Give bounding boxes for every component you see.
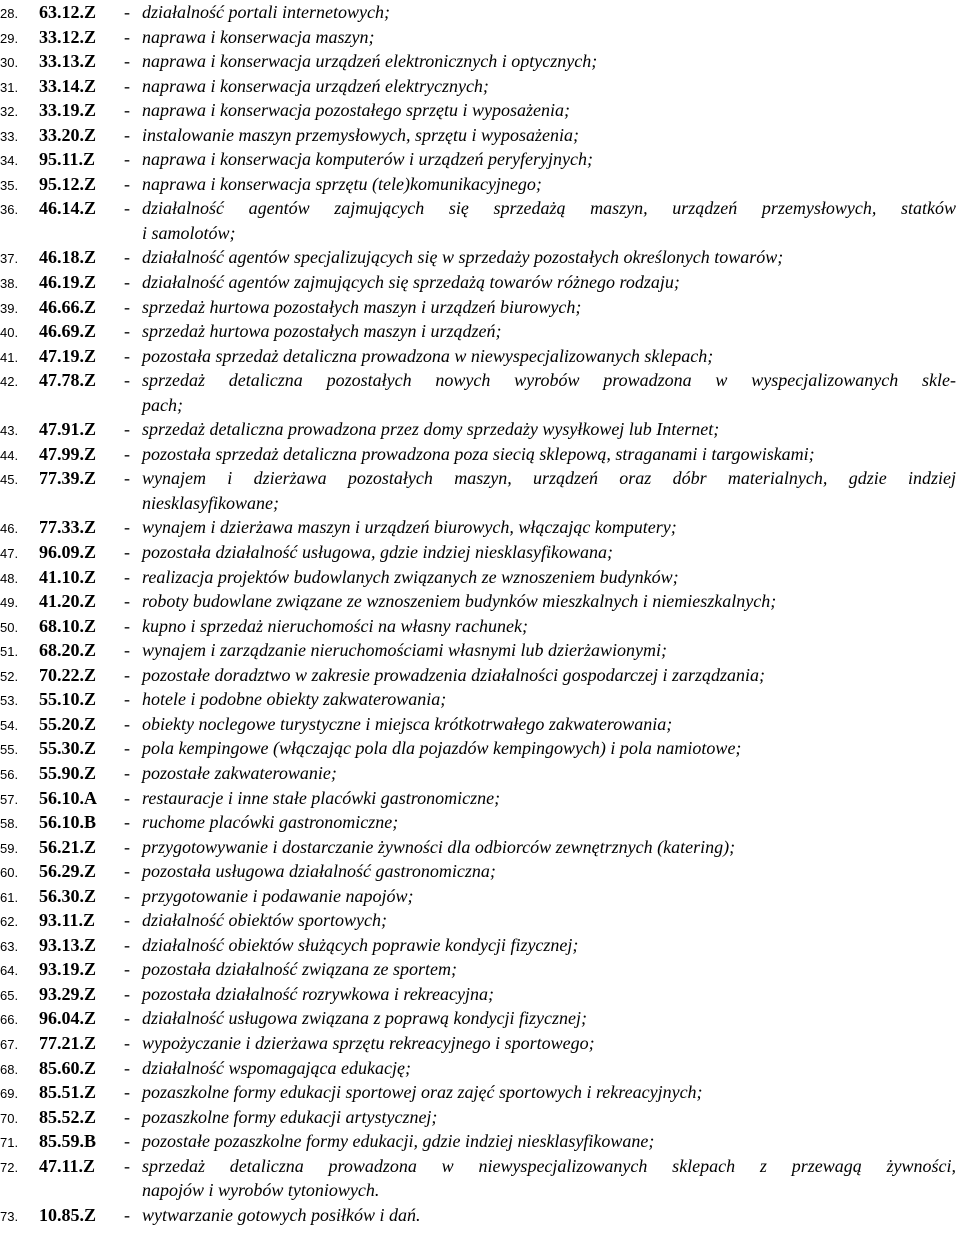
item-number: 65. — [0, 987, 19, 1003]
item-number: 45. — [0, 472, 19, 488]
item-number: 61. — [0, 889, 19, 905]
separator-dash: - — [124, 443, 130, 464]
list-item — [0, 736, 960, 761]
list-item — [0, 295, 960, 320]
item-number: 34. — [0, 153, 19, 169]
pkd-code: 47.19.Z — [39, 345, 97, 366]
separator-dash: - — [124, 370, 130, 391]
activity-description: pozostałe doradztwo w zakresie prowadzenia działalności gospodarczej i zarządzania; — [142, 664, 766, 685]
pkd-code: 47.78.Z — [39, 370, 97, 391]
item-number: 49. — [0, 595, 19, 611]
activity-description: pozaszkolne formy edukacji sportowej oraz zajęć sportowych i rekreacyjnych; — [142, 1082, 703, 1103]
separator-dash: - — [124, 910, 130, 931]
item-number: 46. — [0, 521, 19, 537]
list-item — [0, 515, 960, 540]
pkd-code: 56.30.Z — [39, 885, 97, 906]
list-item — [0, 638, 960, 663]
pkd-code: 63.12.Z — [39, 2, 97, 22]
activity-description: działalność portali internetowych; — [142, 2, 390, 22]
item-number: 56. — [0, 766, 19, 782]
list-item — [0, 147, 960, 172]
activity-description: naprawa i konserwacja urządzeń elektronicznych i optycznych; — [142, 51, 598, 72]
activity-description-continuation: pach; — [142, 394, 183, 415]
separator-dash: - — [124, 664, 130, 685]
separator-dash: - — [124, 1131, 130, 1152]
separator-dash: - — [124, 75, 130, 96]
item-number: 30. — [0, 55, 19, 71]
activity-description: wynajem i dzierżawa maszyn i urządzeń biurowych, włączając komputery; — [142, 517, 677, 538]
separator-dash: - — [124, 419, 130, 440]
separator-dash: - — [124, 345, 130, 366]
separator-dash: - — [124, 591, 130, 612]
pkd-code: 77.33.Z — [39, 517, 97, 538]
list-item — [0, 933, 960, 958]
item-number: 63. — [0, 938, 19, 954]
list-item — [0, 786, 960, 811]
item-number: 43. — [0, 423, 19, 439]
separator-dash: - — [124, 124, 130, 145]
activity-description: pozostała usługowa działalność gastronomiczna; — [142, 861, 496, 882]
activity-description: hotele i podobne obiekty zakwaterowania; — [142, 689, 447, 710]
item-number: 55. — [0, 742, 19, 758]
list-item — [0, 442, 960, 467]
pkd-code: 85.51.Z — [39, 1082, 97, 1103]
list-item — [0, 123, 960, 148]
activity-description: wytwarzanie gotowych posiłków i dań. — [142, 1204, 421, 1225]
pkd-code: 96.09.Z — [39, 542, 97, 563]
list-item — [0, 417, 960, 442]
list-item — [0, 761, 960, 786]
item-number: 36. — [0, 202, 19, 218]
activity-description: pozostała sprzedaż detaliczna prowadzona w niewyspecjalizowanych sklepach; — [142, 345, 714, 366]
item-number: 33. — [0, 128, 19, 144]
pkd-code: 68.10.Z — [39, 615, 97, 636]
activity-description: działalność obiektów służących poprawie kondycji fizycznej; — [142, 934, 579, 955]
activity-description: pozostała działalność usługowa, gdzie indziej niesklasyfikowana; — [142, 542, 613, 563]
separator-dash: - — [124, 2, 130, 22]
separator-dash: - — [124, 100, 130, 121]
activity-description: pozostałe pozaszkolne formy edukacji, gdzie indziej niesklasyfikowane; — [142, 1131, 655, 1152]
pkd-code: 55.10.Z — [39, 689, 97, 710]
item-number: 29. — [0, 30, 19, 46]
activity-description: wynajem i dzierżawa pozostałych maszyn, urządzeń oraz dóbr materialnych, gdzie indziej — [142, 468, 956, 489]
item-number: 67. — [0, 1036, 19, 1052]
item-number: 71. — [0, 1135, 19, 1151]
activity-description: sprzedaż detaliczna pozostałych nowych wyrobów prowadzona w wyspecjalizowanych skle- — [142, 370, 956, 391]
list-item — [0, 0, 960, 25]
separator-dash: - — [124, 983, 130, 1004]
list-item — [0, 859, 960, 884]
activity-description: naprawa i konserwacja urządzeń elektrycznych; — [142, 75, 489, 96]
item-number: 64. — [0, 963, 19, 979]
activity-description-continuation: i samolotów; — [142, 222, 236, 243]
separator-dash: - — [124, 615, 130, 636]
separator-dash: - — [124, 51, 130, 72]
activity-description-continuation: niesklasyfikowane; — [142, 492, 279, 513]
activity-description: przygotowywanie i dostarczanie żywności dla odbiorców zewnętrznych (katering); — [142, 836, 736, 857]
pkd-code: 56.21.Z — [39, 836, 97, 857]
pkd-code: 85.60.Z — [39, 1057, 97, 1078]
pkd-code: 41.20.Z — [39, 591, 97, 612]
list-item — [0, 1154, 960, 1203]
pkd-code: 33.12.Z — [39, 26, 97, 47]
list-item — [0, 614, 960, 639]
item-number: 53. — [0, 693, 19, 709]
pkd-code: 55.30.Z — [39, 738, 97, 759]
item-number: 48. — [0, 570, 19, 586]
item-number: 47. — [0, 546, 19, 562]
separator-dash: - — [124, 1155, 130, 1176]
pkd-code: 77.21.Z — [39, 1032, 97, 1053]
item-number: 72. — [0, 1159, 19, 1175]
activity-description: pozaszkolne formy edukacji artystycznej; — [142, 1106, 438, 1127]
separator-dash: - — [124, 149, 130, 170]
list-item — [0, 344, 960, 369]
item-number: 40. — [0, 325, 19, 341]
list-item — [0, 1129, 960, 1154]
pkd-code: 10.85.Z — [39, 1204, 97, 1225]
separator-dash: - — [124, 321, 130, 342]
separator-dash: - — [124, 1032, 130, 1053]
list-item — [0, 835, 960, 860]
item-number: 44. — [0, 447, 19, 463]
item-number: 51. — [0, 644, 19, 660]
item-number: 52. — [0, 668, 19, 684]
activity-description: sprzedaż hurtowa pozostałych maszyn i urządzeń biurowych; — [142, 296, 582, 317]
pkd-code: 46.14.Z — [39, 198, 97, 219]
pkd-code: 33.20.Z — [39, 124, 97, 145]
separator-dash: - — [124, 762, 130, 783]
list-item — [0, 368, 960, 417]
pkd-code: 55.20.Z — [39, 713, 97, 734]
activity-description: sprzedaż detaliczna prowadzona w niewyspecjalizowanych sklepach z przewagą żywności, — [142, 1155, 956, 1176]
item-number: 69. — [0, 1086, 19, 1102]
pkd-code: 95.11.Z — [39, 149, 96, 170]
separator-dash: - — [124, 296, 130, 317]
pkd-code: 41.10.Z — [39, 566, 97, 587]
pkd-code: 85.59.B — [39, 1131, 97, 1152]
activity-description: wypożyczanie i dzierżawa sprzętu rekreacyjnego i sportowego; — [142, 1032, 595, 1053]
list-item — [0, 196, 960, 245]
activity-description: wynajem i zarządzanie nieruchomościami własnymi lub dzierżawionymi; — [142, 640, 667, 661]
list-item — [0, 319, 960, 344]
list-item — [0, 1056, 960, 1081]
separator-dash: - — [124, 836, 130, 857]
separator-dash: - — [124, 689, 130, 710]
item-number: 54. — [0, 717, 19, 733]
separator-dash: - — [124, 738, 130, 759]
activity-description: działalność agentów specjalizujących się w sprzedaży pozostałych określonych towarów; — [142, 247, 784, 268]
item-number: 57. — [0, 791, 19, 807]
separator-dash: - — [124, 517, 130, 538]
pkd-code: 85.52.Z — [39, 1106, 97, 1127]
pkd-code: 33.14.Z — [39, 75, 97, 96]
list-item — [0, 25, 960, 50]
pkd-code: 46.19.Z — [39, 272, 97, 293]
activity-description: sprzedaż detaliczna prowadzona przez domy sprzedaży wysyłkowej lub Internet; — [142, 419, 720, 440]
activity-description: pola kempingowe (włączając pola dla pojazdów kempingowych) i pola namiotowe; — [142, 738, 742, 759]
pkd-code: 46.69.Z — [39, 321, 97, 342]
pkd-code: 68.20.Z — [39, 640, 97, 661]
activity-description: pozostała działalność związana ze sportem; — [142, 959, 458, 980]
separator-dash: - — [124, 173, 130, 194]
separator-dash: - — [124, 1082, 130, 1103]
list-item — [0, 884, 960, 909]
pkd-code: 56.10.A — [39, 787, 97, 808]
list-item — [0, 982, 960, 1007]
activity-description: pozostałe zakwaterowanie; — [142, 762, 337, 783]
item-number: 41. — [0, 349, 19, 365]
item-number: 39. — [0, 300, 19, 316]
item-number: 70. — [0, 1110, 19, 1126]
item-number: 50. — [0, 619, 19, 635]
activity-description: sprzedaż hurtowa pozostałych maszyn i urządzeń; — [142, 321, 502, 342]
activity-description: działalność agentów zajmujących się sprzedażą maszyn, urządzeń przemysłowych, statków — [142, 198, 956, 219]
pkd-code: 93.19.Z — [39, 959, 97, 980]
item-number: 31. — [0, 79, 19, 95]
activity-description: działalność wspomagająca edukację; — [142, 1057, 411, 1078]
item-number: 38. — [0, 276, 19, 292]
item-number: 42. — [0, 374, 19, 390]
list-item — [0, 908, 960, 933]
activity-description-continuation: napojów i wyrobów tytoniowych. — [142, 1180, 380, 1201]
separator-dash: - — [124, 1204, 130, 1225]
separator-dash: - — [124, 713, 130, 734]
activity-description: naprawa i konserwacja komputerów i urządzeń peryferyjnych; — [142, 149, 593, 170]
item-number: 58. — [0, 816, 19, 832]
separator-dash: - — [124, 959, 130, 980]
list-item — [0, 245, 960, 270]
item-number: 35. — [0, 177, 19, 193]
item-number: 73. — [0, 1208, 19, 1224]
separator-dash: - — [124, 198, 130, 219]
separator-dash: - — [124, 566, 130, 587]
pkd-code: 33.13.Z — [39, 51, 97, 72]
activity-description: restauracje i inne stałe placówki gastronomiczne; — [142, 787, 501, 808]
pkd-code: 96.04.Z — [39, 1008, 97, 1029]
activity-description: roboty budowlane związane ze wznoszeniem budynków mieszkalnych i niemieszkalnych; — [142, 591, 777, 612]
pkd-code: 56.29.Z — [39, 861, 97, 882]
item-number: 62. — [0, 914, 19, 930]
pkd-code: 95.12.Z — [39, 173, 97, 194]
list-item — [0, 270, 960, 295]
list-item — [0, 1105, 960, 1130]
activity-description: działalność agentów zajmujących się sprzedażą towarów różnego rodzaju; — [142, 272, 680, 293]
separator-dash: - — [124, 272, 130, 293]
activity-description: naprawa i konserwacja sprzętu (tele)komunikacyjnego; — [142, 173, 542, 194]
list-item — [0, 74, 960, 99]
list-item — [0, 957, 960, 982]
list-item — [0, 712, 960, 737]
separator-dash: - — [124, 812, 130, 833]
item-number: 68. — [0, 1061, 19, 1077]
list-item — [0, 810, 960, 835]
list-item — [0, 172, 960, 197]
separator-dash: - — [124, 542, 130, 563]
activity-description: ruchome placówki gastronomiczne; — [142, 812, 399, 833]
list-item — [0, 1203, 960, 1228]
pkd-code: 47.11.Z — [39, 1155, 96, 1176]
activity-description: instalowanie maszyn przemysłowych, sprzętu i wyposażenia; — [142, 124, 579, 145]
list-item — [0, 1080, 960, 1105]
separator-dash: - — [124, 934, 130, 955]
list-item — [0, 565, 960, 590]
separator-dash: - — [124, 1106, 130, 1127]
pkd-code: 56.10.B — [39, 812, 97, 833]
item-number: 59. — [0, 840, 19, 856]
activity-description: kupno i sprzedaż nieruchomości na własny rachunek; — [142, 615, 528, 636]
pkd-code: 77.39.Z — [39, 468, 97, 489]
separator-dash: - — [124, 787, 130, 808]
activity-description: działalność usługowa związana z poprawą kondycji fizycznej; — [142, 1008, 587, 1029]
item-number: 37. — [0, 251, 19, 267]
pkd-code: 47.91.Z — [39, 419, 97, 440]
list-item — [0, 466, 960, 515]
list-item — [0, 98, 960, 123]
list-item — [0, 1031, 960, 1056]
item-number: 66. — [0, 1012, 19, 1028]
separator-dash: - — [124, 1057, 130, 1078]
separator-dash: - — [124, 247, 130, 268]
pkd-code: 33.19.Z — [39, 100, 97, 121]
separator-dash: - — [124, 640, 130, 661]
pkd-code: 70.22.Z — [39, 664, 97, 685]
pkd-code: 93.29.Z — [39, 983, 97, 1004]
list-item — [0, 589, 960, 614]
activity-description: przygotowanie i podawanie napojów; — [142, 885, 414, 906]
item-number: 32. — [0, 104, 19, 120]
pkd-code: 93.13.Z — [39, 934, 97, 955]
activity-description: pozostała sprzedaż detaliczna prowadzona poza siecią sklepową, straganami i targowiskami; — [142, 443, 815, 464]
activity-description: obiekty noclegowe turystyczne i miejsca krótkotrwałego zakwaterowania; — [142, 713, 673, 734]
activity-description: pozostała działalność rozrywkowa i rekreacyjna; — [142, 983, 494, 1004]
activity-description: realizacja projektów budowlanych związanych ze wznoszeniem budynków; — [142, 566, 679, 587]
activity-description: naprawa i konserwacja pozostałego sprzętu i wyposażenia; — [142, 100, 570, 121]
list-item — [0, 540, 960, 565]
item-number: 28. — [0, 6, 19, 21]
pkd-code: 55.90.Z — [39, 762, 97, 783]
separator-dash: - — [124, 1008, 130, 1029]
activity-description: naprawa i konserwacja maszyn; — [142, 26, 375, 47]
pkd-code: 46.66.Z — [39, 296, 97, 317]
pkd-code: 47.99.Z — [39, 443, 97, 464]
activity-description: działalność obiektów sportowych; — [142, 910, 387, 931]
list-item — [0, 687, 960, 712]
item-number: 60. — [0, 865, 19, 881]
separator-dash: - — [124, 468, 130, 489]
separator-dash: - — [124, 861, 130, 882]
list-item — [0, 1006, 960, 1031]
pkd-code: 93.11.Z — [39, 910, 96, 931]
pkd-code: 46.18.Z — [39, 247, 97, 268]
separator-dash: - — [124, 885, 130, 906]
separator-dash: - — [124, 26, 130, 47]
list-item — [0, 663, 960, 688]
list-item — [0, 49, 960, 74]
